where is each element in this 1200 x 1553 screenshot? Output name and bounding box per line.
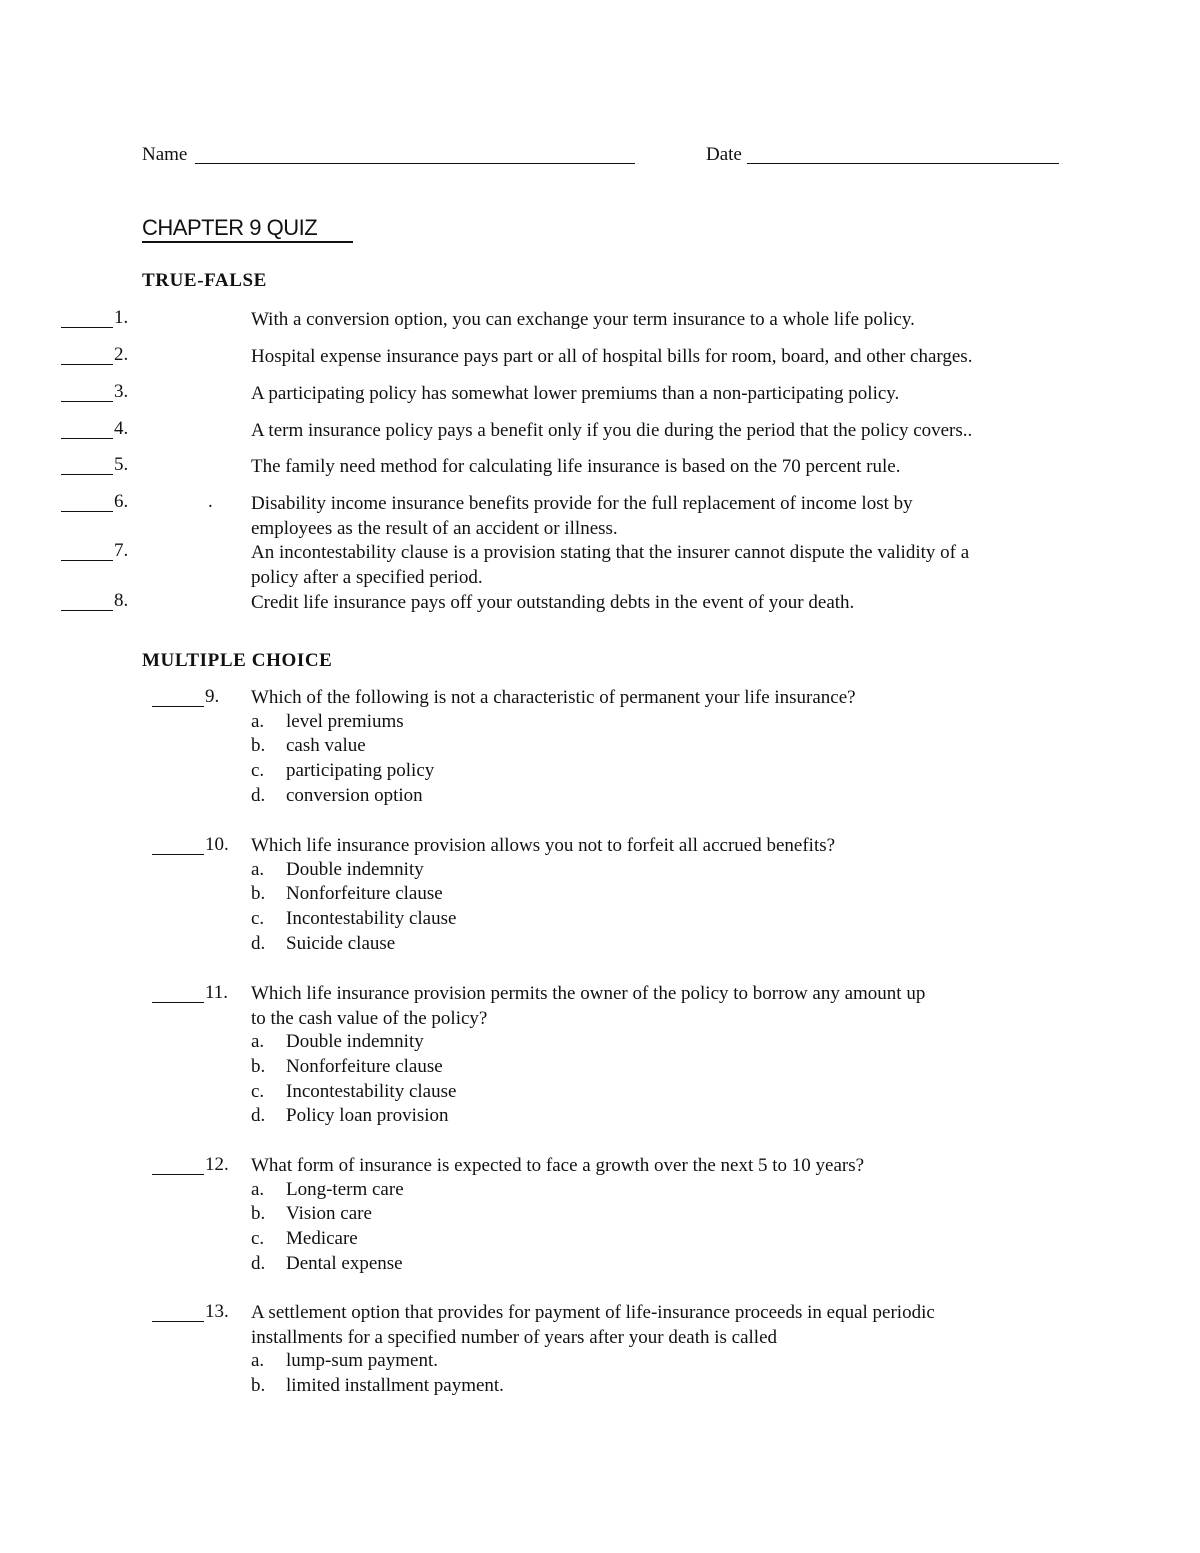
question-number: 1. <box>114 307 129 328</box>
option-letter: b. <box>251 1203 266 1225</box>
question-number: 9. <box>205 686 220 707</box>
answer-blank[interactable] <box>61 560 113 561</box>
statement-text: Disability income insurance benefits provide for the full replacement of income lost by <box>251 493 913 514</box>
question-text: What form of insurance is expected to face a growth over the next 5 to 10 years? <box>251 1155 865 1176</box>
name-blank-line[interactable] <box>195 163 635 164</box>
option-text: limited installment payment. <box>286 1374 504 1396</box>
option-text: Incontestability clause <box>286 1080 457 1102</box>
question-text: A settlement option that provides for payment of life-insurance proceeds in equal periodic <box>251 1302 935 1323</box>
option-text: participating policy <box>286 760 435 782</box>
date-blank-line[interactable] <box>747 163 1059 164</box>
statement-text: The family need method for calculating life insurance is based on the 70 percent rule. <box>251 456 901 477</box>
name-label: Name <box>142 144 188 165</box>
answer-blank[interactable] <box>152 1002 204 1003</box>
option-text: cash value <box>286 735 366 757</box>
statement-text: An incontestability clause is a provision stating that the insurer cannot dispute the validity of a <box>251 542 970 563</box>
option-text: Long-term care <box>286 1178 404 1200</box>
statement-text: policy after a specified period. <box>251 567 483 588</box>
option-letter: b. <box>251 1374 266 1396</box>
answer-blank[interactable] <box>152 1321 204 1322</box>
option-letter: c. <box>251 908 265 930</box>
option-text: level premiums <box>286 710 404 732</box>
option-text: Incontestability clause <box>286 908 457 930</box>
answer-blank[interactable] <box>61 474 113 475</box>
statement-text: Hospital expense insurance pays part or all of hospital bills for room, board, and other charges. <box>251 346 973 367</box>
page-title: CHAPTER 9 QUIZ <box>142 215 318 240</box>
option-letter: a. <box>251 858 265 880</box>
question-number: 11. <box>205 982 229 1003</box>
option-letter: a. <box>251 710 265 732</box>
title-underline <box>142 241 353 243</box>
answer-blank[interactable] <box>61 364 113 365</box>
option-letter: c. <box>251 760 265 782</box>
option-letter: a. <box>251 1350 265 1371</box>
question-text: Which of the following is not a characteristic of permanent your life insurance? <box>251 687 856 708</box>
question-number: 4. <box>114 418 129 439</box>
date-label: Date <box>706 144 742 165</box>
question-number: 8. <box>114 590 129 611</box>
option-text: Vision care <box>286 1203 372 1225</box>
question-number: 7. <box>114 540 129 561</box>
question-number: 6. <box>114 491 129 512</box>
option-text: Double indemnity <box>286 1031 424 1052</box>
option-letter: b. <box>251 1055 266 1077</box>
question-text: to the cash value of the policy? <box>251 1007 488 1029</box>
option-letter: a. <box>251 1178 265 1200</box>
option-letter: d. <box>251 1252 266 1274</box>
question-number: 13. <box>205 1301 229 1322</box>
answer-blank[interactable] <box>61 610 113 611</box>
question-number: 10. <box>205 834 229 855</box>
answer-blank[interactable] <box>61 438 113 439</box>
option-letter: c. <box>251 1228 265 1250</box>
answer-blank[interactable] <box>152 706 204 707</box>
statement-text: A term insurance policy pays a benefit only if you die during the period that the policy covers.. <box>251 420 973 441</box>
option-letter: d. <box>251 1105 266 1127</box>
option-letter: c. <box>251 1080 265 1102</box>
option-letter: b. <box>251 735 266 757</box>
option-text: conversion option <box>286 784 423 806</box>
statement-text: With a conversion option, you can exchange your term insurance to a whole life policy. <box>251 309 915 330</box>
answer-blank[interactable] <box>61 327 113 328</box>
option-text: Medicare <box>286 1228 358 1250</box>
question-number: 2. <box>114 344 129 365</box>
true-false-heading: TRUE-FALSE <box>142 270 267 291</box>
question-text: Which life insurance provision allows you not to forfeit all accrued benefits? <box>251 835 836 856</box>
option-text: Dental expense <box>286 1252 403 1274</box>
option-letter: b. <box>251 883 266 905</box>
question-number: 12. <box>205 1154 229 1175</box>
option-text: lump-sum payment. <box>286 1350 438 1371</box>
option-text: Double indemnity <box>286 858 424 880</box>
stray-marker: . <box>208 491 213 512</box>
question-text: installments for a specified number of years after your death is called <box>251 1326 777 1348</box>
option-text: Nonforfeiture clause <box>286 883 443 905</box>
option-letter: d. <box>251 784 266 806</box>
option-text: Policy loan provision <box>286 1105 449 1127</box>
question-number: 5. <box>114 454 129 475</box>
option-text: Nonforfeiture clause <box>286 1055 443 1077</box>
answer-blank[interactable] <box>61 401 113 402</box>
multiple-choice-heading: MULTIPLE CHOICE <box>142 650 333 671</box>
option-text: Suicide clause <box>286 932 396 954</box>
answer-blank[interactable] <box>61 511 113 512</box>
option-letter: d. <box>251 932 266 954</box>
answer-blank[interactable] <box>152 854 204 855</box>
statement-text: A participating policy has somewhat lower premiums than a non-participating policy. <box>251 383 900 404</box>
question-number: 3. <box>114 381 129 402</box>
answer-blank[interactable] <box>152 1174 204 1175</box>
option-letter: a. <box>251 1031 265 1052</box>
question-text: Which life insurance provision permits the owner of the policy to borrow any amount up <box>251 983 926 1004</box>
statement-text: employees as the result of an accident or illness. <box>251 518 618 539</box>
statement-text: Credit life insurance pays off your outstanding debts in the event of your death. <box>251 592 855 613</box>
